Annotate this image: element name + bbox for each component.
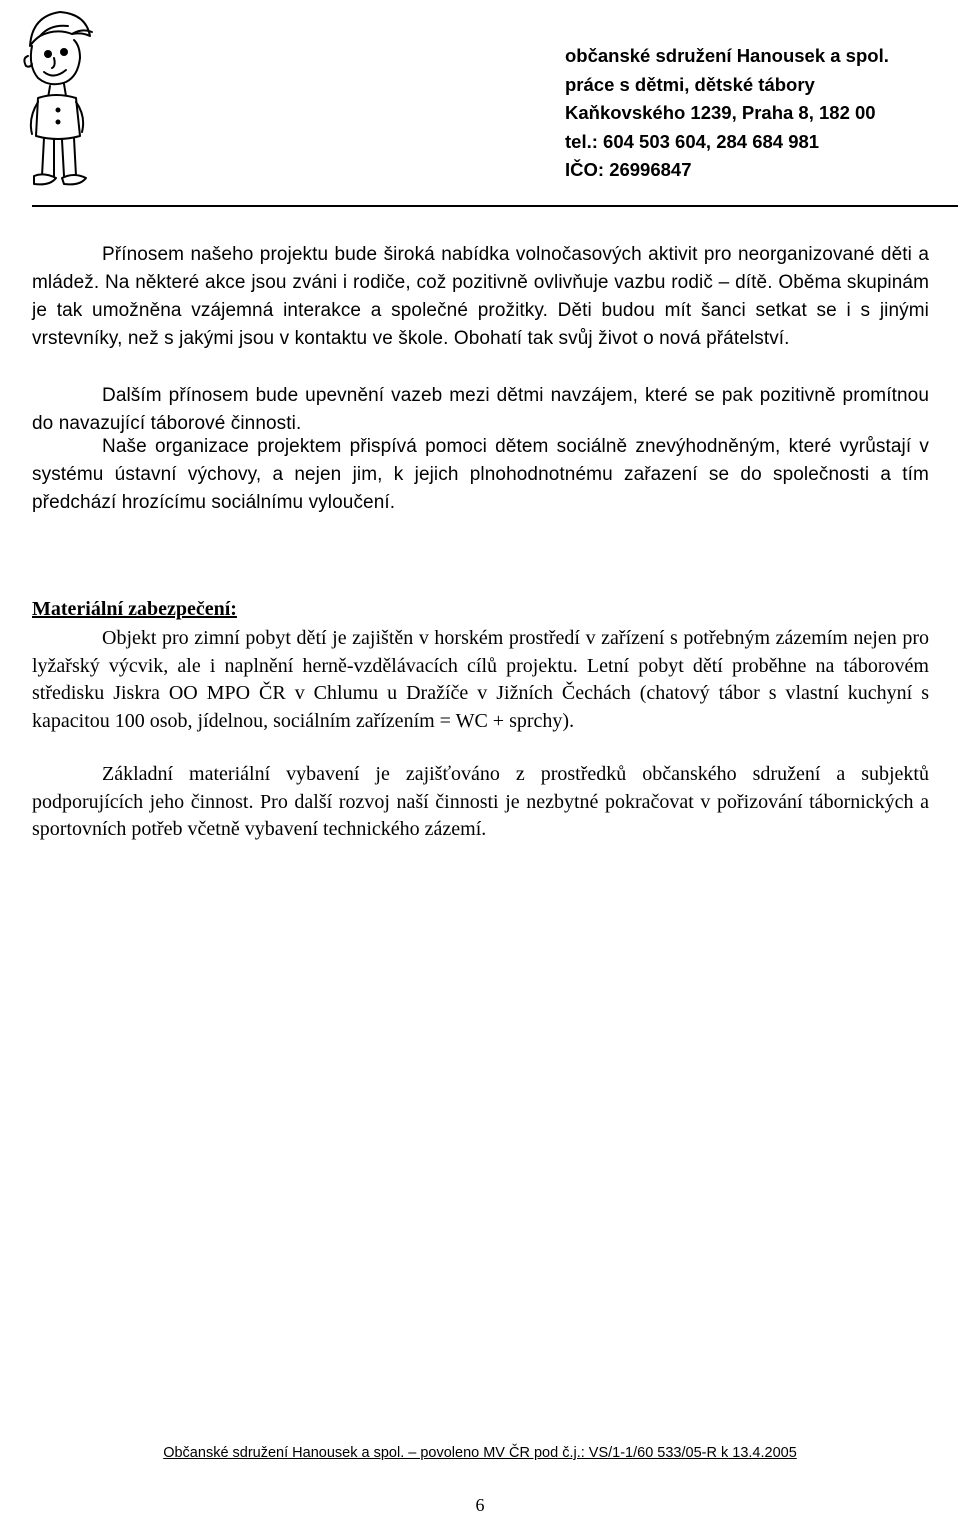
material-paragraph-facilities: Objekt pro zimní pobyt dětí je zajištěn v horském prostředí v zařízení s potřebným zázemím nejen pro lyžařský výcvik, ale i naplnění herně-vzdělávacích cílů projektu. Letní pobyt dětí proběhne na táborovém středisku Jiskra OO MPO ČR v Chlumu u Dražíče v Jižních Čechách (chatový tábor s vlastní kuchyní s kapacitou 100 osob, jídelnou, sociálním zařízením = WC + sprchy). (32, 627, 929, 732)
page-footer: Občanské sdružení Hanousek a spol. – povoleno MV ČR pod č.j.: VS/1-1/60 533/05-R k 13.4.2005 (163, 1445, 797, 1461)
org-phone: tel.: 604 503 604, 284 684 981 (565, 130, 820, 152)
org-address: Kaňkovského 1239, Praha 8, 182 00 (565, 102, 876, 123)
body-paragraph-benefits: Přínosem našeho projektu bude široká nabídka volnočasových aktivit pro neorganizované děti a mládež. Na některé akce jsou zváni i rodiče, což pozitivně ovlivňuje vazbu rodič – dítě. Oběma skupinám je tak umožněna vzájemná interakce a společné prožitky. Děti budou mít šanci setkat se i s jinými vrstevníky, než s jakými jsou v kontaktu ve škole. Obohatí tak svůj život o nová přátelství. (32, 244, 929, 349)
header-divider (32, 205, 958, 207)
organization-header (565, 42, 889, 185)
org-activity: práce s dětmi, dětské tábory (565, 73, 815, 95)
page-number: 6 (475, 1495, 485, 1515)
boy-with-cap-drawing-icon (20, 6, 98, 196)
org-name: občanské sdružení Hanousek a spol. (565, 45, 889, 66)
body-paragraph-bonds: Dalším přínosem bude upevnění vazeb mezi dětmi navzájem, které se pak pozitivně promítnou do navazující táborové činnosti. (32, 385, 929, 434)
section-heading-material: Materiální zabezpečení: (32, 598, 237, 620)
org-ico: IČO: 26996847 (565, 159, 692, 180)
body-paragraph-organization: Naše organizace projektem přispívá pomoci dětem sociálně znevýhodněným, které vyrůstají v systému ústavní výchovy, a nejen jim, k jejich plnohodnotnému zařazení se do společnosti a tím předchází hrozícímu sociálnímu vyloučení. (32, 436, 929, 513)
material-paragraph-equipment: Základní materiální vybavení je zajišťováno z prostředků občanského sdružení a subjektů podporujících jeho činnost. Pro další rozvoj naší činnosti je nezbytné pokračovat v pořizování tábornických a sportovních potřeb včetně vybavení technického zázemí. (32, 763, 929, 840)
